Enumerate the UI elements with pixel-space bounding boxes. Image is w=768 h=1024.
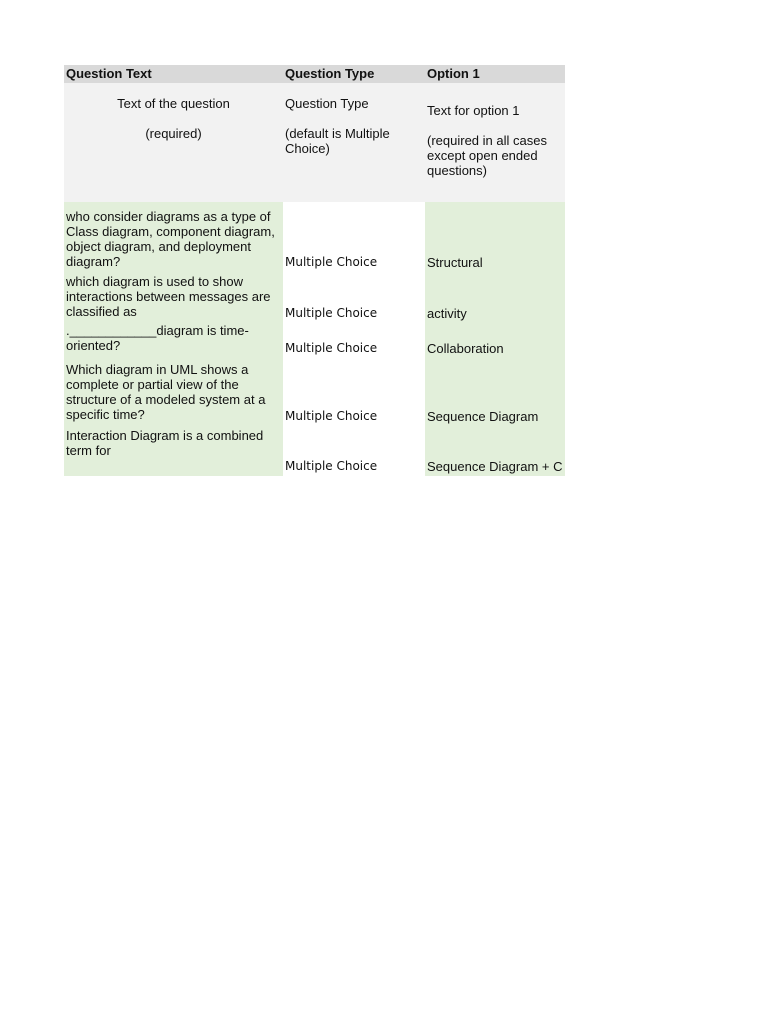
question-cell[interactable]: Which diagram in UML shows a complete or partial view of the structure of a modeled system at a specific time?	[64, 357, 283, 425]
instruction-question-text-line2: (required)	[145, 126, 202, 141]
header-option-1[interactable]: Option 1	[427, 66, 480, 81]
question-type-cell[interactable]	[283, 202, 425, 271]
instruction-question-text[interactable]	[64, 83, 283, 202]
option-1-cell[interactable]	[425, 202, 565, 271]
instruction-question-type-line2: (default is Multiple Choice)	[285, 126, 390, 156]
spreadsheet-table	[64, 65, 565, 476]
question-cell[interactable]: who consider diagrams as a type of Class diagram, component diagram, object diagram, and deployment diagram?	[64, 202, 283, 271]
table-row	[64, 202, 565, 271]
instruction-question-type[interactable]	[283, 83, 425, 202]
table-row	[64, 357, 565, 425]
instruction-question-text-line1: Text of the question	[117, 96, 230, 111]
question-type-value: Multiple Choice	[285, 341, 378, 355]
option-1-value: Sequence Diagram + C	[427, 459, 563, 474]
option-1-value: Sequence Diagram	[427, 409, 539, 424]
table-row	[64, 425, 565, 476]
option-1-value: activity	[427, 306, 467, 321]
question-type-value: Multiple Choice	[285, 459, 378, 473]
question-type-cell[interactable]	[283, 425, 425, 476]
question-cell[interactable]: .____________diagram is time-oriented?	[64, 322, 283, 357]
table-row	[64, 271, 565, 322]
option-1-cell[interactable]	[425, 271, 565, 322]
instruction-question-type-line1: Question Type	[285, 96, 369, 111]
header-question-type[interactable]: Question Type	[285, 66, 375, 81]
option-1-cell[interactable]	[425, 425, 565, 476]
instruction-row	[64, 83, 565, 202]
instruction-option-1-line1: Text for option 1	[427, 103, 520, 118]
question-type-value: Multiple Choice	[285, 409, 378, 423]
table-row	[64, 322, 565, 357]
option-1-value: Structural	[427, 255, 483, 270]
instruction-option-1[interactable]	[425, 83, 565, 202]
header-question-text[interactable]: Question Text	[66, 66, 152, 81]
option-1-value: Collaboration	[427, 341, 504, 356]
question-type-value: Multiple Choice	[285, 255, 378, 269]
option-1-cell[interactable]	[425, 322, 565, 357]
question-type-cell[interactable]	[283, 271, 425, 322]
question-cell[interactable]: Interaction Diagram is a combined term for	[64, 425, 283, 476]
question-type-cell[interactable]	[283, 322, 425, 357]
instruction-option-1-line2: (required in all cases except open ended questions)	[427, 133, 547, 178]
header-row	[64, 65, 565, 83]
option-1-cell[interactable]	[425, 357, 565, 425]
question-type-cell[interactable]	[283, 357, 425, 425]
question-type-value: Multiple Choice	[285, 306, 378, 320]
question-cell[interactable]: which diagram is used to show interactions between messages are classified as	[64, 271, 283, 322]
